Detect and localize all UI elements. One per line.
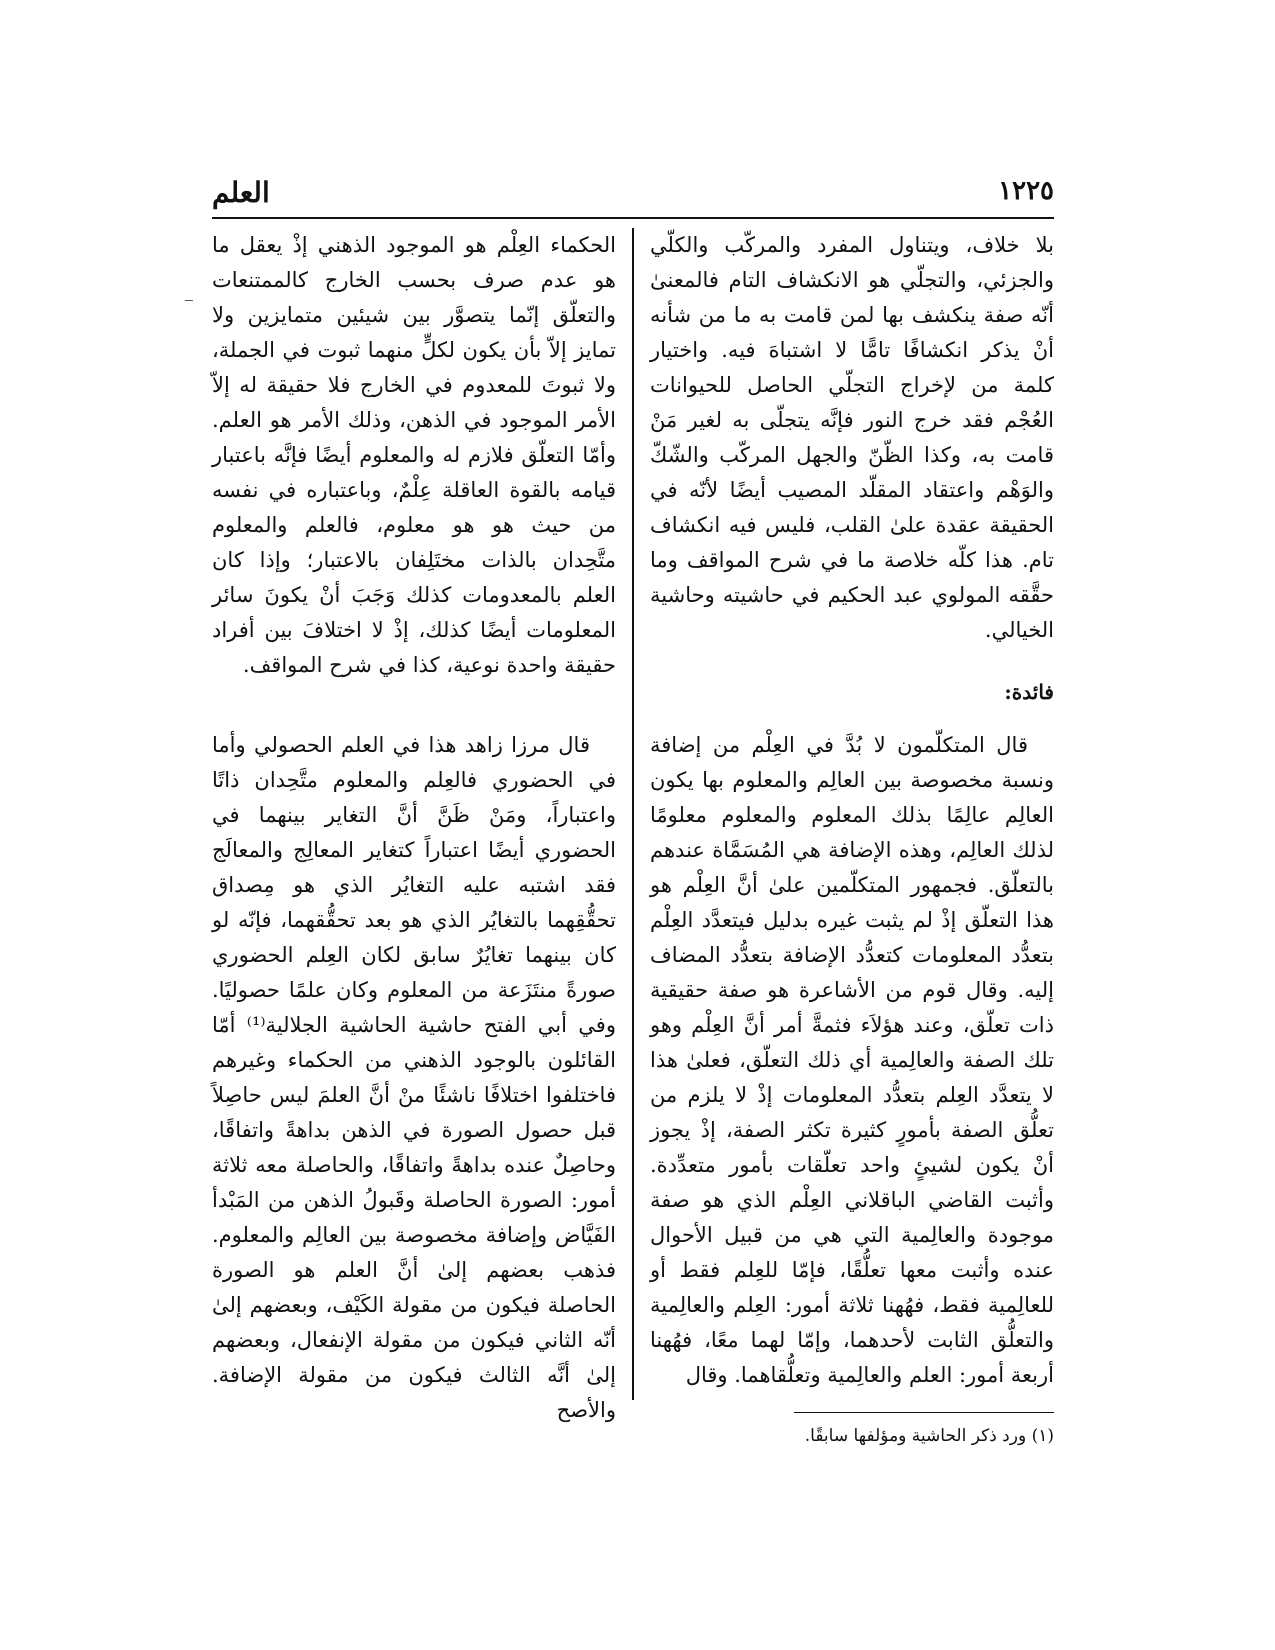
right-column-bottom	[650, 728, 1054, 1393]
page-number: ١٢٢٥	[998, 176, 1054, 206]
left-column-top	[212, 228, 616, 683]
header-rule	[212, 217, 1054, 219]
footnote-rule	[794, 1412, 1054, 1413]
right-paragraph-1: بلا خلاف، ويتناول المفرد والمركّب والكلّي والجزئي، والتجلّي هو الانكشاف التام فالمعنىٰ أنّه صفة ينكشف بها لمن قامت به ما من شأنه أنْ يذكر انكشافًا تامًّا لا اشتباهَ فيه. واختيار كلمة من لإخراج التجلّي الحاصل للحيوانات العُجْم فقد خرج النور فإنَّه يتجلّى به لغير مَنْ قامت به، وكذا الظّنّ والجهل المركّب والشّكّ والوَهْم واعتقاد المقلّد المصيب أيضًا لأنّه في الحقيقة عقدة علىٰ القلب، فليس فيه انكشاف تام. هذا كلّه خلاصة ما في شرح المواقف وما حقَّقه المولوي عبد الحكيم في حاشيته وحاشية الخيالي.	[650, 233, 1054, 642]
right-column-top	[650, 228, 1054, 648]
margin-mark	[185, 300, 193, 301]
column-divider	[632, 228, 634, 1400]
running-title: العلم	[212, 176, 270, 209]
footnote: (١) ورد ذكر الحاشية ومؤلفها سابقًا.	[804, 1426, 1054, 1446]
left-column-bottom	[212, 728, 616, 1428]
right-paragraph-2: قال المتكلّمون لا بُدَّ في العِلْم من إضافة ونسبة مخصوصة بين العالِم والمعلوم بها يكون العالِم عالِمًا بذلك المعلوم والمعلوم معلومًا لذلك العالِم، وهذه الإضافة هي المُسَمَّاة عندهم بالتعلّق. فجمهور المتكلّمين علىٰ أنَّ العِلْم هو هذا التعلّق إذْ لم يثبت غيره بدليل فيتعدَّد العِلْم بتعدُّد المعلومات كتعدُّد الإضافة بتعدُّد المضاف إليه. وقال قوم من الأشاعرة هو صفة حقيقية ذات تعلّق، وعند هؤلاَء فثمةَّ أمر أنَّ العِلْم وهو تلك الصفة والعالِمية أي ذلك التعلّق، فعلىٰ هذا لا يتعدَّد العِلم بتعدُّد المعلومات إذْ لا يلزم من تعلُّق الصفة بأمورٍ كثيرة تكثر الصفة، إذْ يجوز أنْ يكون لشيئٍ واحد تعلّقات بأمور متعدِّدة. وأثبت القاضي الباقلاني العِلْم الذي هو صفة موجودة والعالِمية التي هي من قبيل الأحوال عنده وأثبت معها تعلُّقًا، فإمّا للعِلم فقط أو للعالِمية فقط، فهُهنا ثلاثة أمور: العِلم والعالِمية والتعلُّق الثابت لأحدهما، وإمّا لهما معًا، فهُهنا أربعة أمور: العلم والعالِمية وتعلُّقاهما. وقال	[650, 733, 1054, 1387]
left-paragraph-1: الحكماء العِلْم هو الموجود الذهني إذْ يعقل ما هو عدم صرف بحسب الخارج كالممتنعات والتعلّق إنّما يتصوَّر بين شيئين متمايزين ولا تمايز إلاّ بأن يكون لكلٍّ منهما ثبوت في الجملة، ولا ثبوتَ للمعدوم في الخارج فلا حقيقة له إلاّ الأمر الموجود في الذهن، وذلك الأمر هو العلم. وأمّا التعلّق فلازم له والمعلوم أيضًا فإنَّه باعتبار قيامه بالقوة العاقلة عِلْمٌ، وباعتباره في نفسه من حيث هو هو معلوم، فالعلم والمعلوم متَّحِدان بالذات مختَلِفان بالاعتبار؛ وإذا كان العلم بالمعدومات كذلك وَجَبَ أنْ يكونَ سائر المعلومات أيضًا كذلك، إذْ لا اختلافَ بين أفراد حقيقة واحدة نوعية، كذا في شرح المواقف.	[212, 233, 616, 677]
section-heading: فائدة:	[1004, 680, 1054, 704]
left-paragraph-2: قال مرزا زاهد هذا في العلم الحصولي وأما في الحضوري فالعِلم والمعلوم متَّحِدان ذاتًا واعتباراً، ومَنْ ظَنَّ أنَّ التغاير بينهما في الحضوري أيضًا اعتباراً كتغاير المعالِج والمعالَج فقد اشتبه عليه التغايُر الذي هو مِصداق تحقُّقِهما بالتغايُر الذي هو بعد تحقُّقهما، فإنّه لو كان بينهما تغايُرٌ سابق لكان العِلم الحضوري صورةً منتَزَعة من المعلوم وكان علمًا حصوليًا. وفي أبي الفتح حاشية الحاشية الجلالية⁽¹⁾ أمّا القائلون بالوجود الذهني من الحكماء وغيرهم فاختلفوا اختلافًا ناشئًا منْ أنَّ العلمَ ليس حاصِلاً قبل حصول الصورة في الذهن بداهةً واتفاقًا، وحاصِلٌ عنده بداهةً واتفاقًا، والحاصلة معه ثلاثة أمور: الصورة الحاصلة وقَبولُ الذهن من المَبْدأ الفَيَّاض وإضافة مخصوصة بين العالِم والمعلوم. فذهب بعضهم إلىٰ أنَّ العلم هو الصورة الحاصلة فيكون من مقولة الكَيْف، وبعضهم إلىٰ أنّه الثاني فيكون من مقولة الإنفعال، وبعضهم إلىٰ أنَّه الثالث فيكون من مقولة الإضافة. والأصح	[212, 733, 616, 1422]
